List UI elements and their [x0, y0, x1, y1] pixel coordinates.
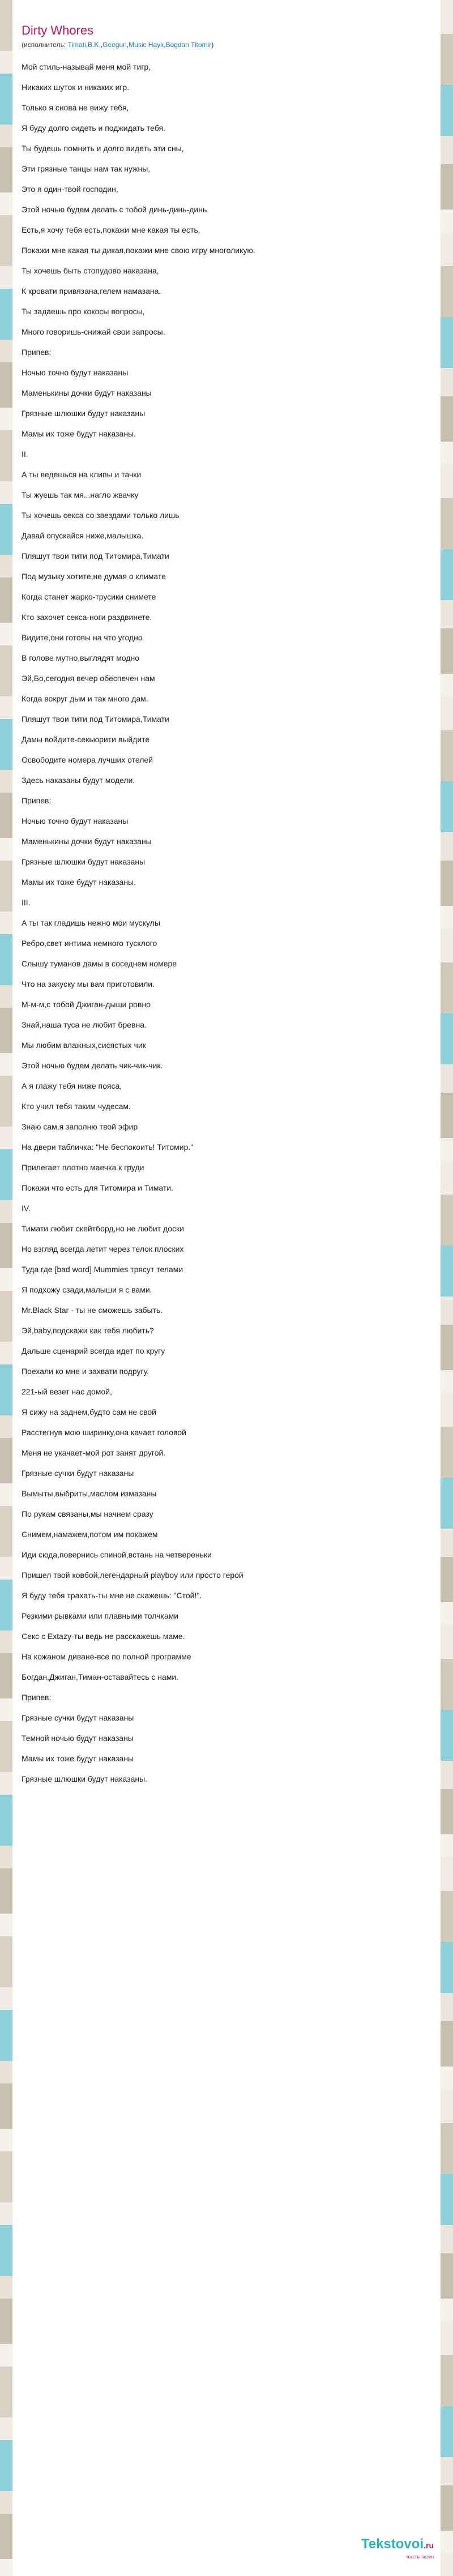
lyrics-line: Я сижу на заднем,будто сам не свой: [22, 1407, 156, 1417]
lyrics-line: Когда станет жарко-трусики снимете: [22, 592, 156, 601]
lyrics-line: Грязные шлюшки будут наказаны: [22, 857, 146, 866]
lyrics-line: Покажи что есть для Титомира и Тимати.: [22, 1183, 173, 1192]
lyrics-line: М-м-м,с тобой Джиган-дыши ровно: [22, 1000, 151, 1009]
lyrics-line: Но взгляд всегда летит через телок плоских: [22, 1244, 184, 1253]
lyrics-line: Туда где [bad word] Mummies трясут телами: [22, 1265, 183, 1274]
lyrics-line: Дамы войдите-секьюрити выйдите: [22, 735, 150, 744]
lyrics-line: Ночью точно будут наказаны: [22, 368, 129, 377]
lyrics-line: Видите,они готовы на что угодно: [22, 633, 143, 642]
lyrics-line: Под музыку хотите,не думая о климате: [22, 572, 166, 581]
performer-separator: ,: [86, 41, 88, 49]
lyrics-line: Этой ночью будем делать с тобой динь-динь-динь.: [22, 205, 210, 214]
lyrics-line: Мой стиль-называй меня мой тигр,: [22, 62, 151, 71]
lyrics-line: Меня не укачает-мой рот занят другой.: [22, 1448, 166, 1457]
lyrics-line: Грязные сучки будут наказаны: [22, 1469, 134, 1478]
performer-link[interactable]: B.K.: [88, 41, 101, 49]
logo-wordmark: [343, 2536, 434, 2553]
lyrics-line: Маменькины дочки будут наказаны: [22, 837, 152, 846]
lyrics-section-heading: III.: [22, 898, 31, 907]
lyrics-line: Я буду долго сидеть и поджидать тебя.: [22, 123, 165, 132]
lyrics-line: Вымыты,выбриты,маслом измазаны: [22, 1489, 157, 1498]
lyrics-line: Пришел твой ковбой,легендарный playboy или просто герой: [22, 1571, 243, 1580]
lyrics-line: Резкими рывками или плавными толчками: [22, 1611, 179, 1620]
right-decorative-stripe: [441, 0, 453, 2576]
lyrics-line: Это я один-твой господин,: [22, 185, 118, 194]
performer-links: [68, 41, 212, 49]
logo-name: Tekstovoi: [361, 2536, 424, 2552]
lyrics-line: Покажи мне какая ты дикая,покажи мне свою игру многоликую.: [22, 246, 255, 255]
lyrics-line: Маменькины дочки будут наказаны: [22, 388, 152, 397]
lyrics-line: Много говоришь-снижай свои запросы.: [22, 327, 165, 336]
lyrics-section-heading: Припев:: [22, 796, 52, 805]
lyrics-line: Пляшут твои тити под Титомира,Тимати: [22, 551, 169, 560]
lyrics-line: Грязные шлюшки будут наказаны.: [22, 1774, 148, 1783]
lyrics-line: Богдан,Джиган,Тиман-оставайтесь с нами.: [22, 1672, 179, 1681]
left-decorative-stripe: [0, 0, 12, 2576]
lyrics-line: Ты жуешь так мя...нагло жвачку: [22, 490, 139, 499]
site-logo[interactable]: [343, 2536, 434, 2562]
song-container: [22, 23, 429, 1789]
lyrics-section-heading: Припев:: [22, 1693, 52, 1702]
lyrics-line: Ты хочешь секса со звездами только лишь: [22, 511, 180, 520]
performers-line: [22, 41, 429, 49]
lyrics-line: Здесь наказаны будут модели.: [22, 776, 135, 785]
performers-suffix: ): [211, 41, 214, 49]
lyrics-line: Снимем,намажем,потом им покажем: [22, 1530, 158, 1539]
lyrics-line: Мамы их тоже будут наказаны: [22, 1754, 134, 1763]
lyrics-body: [22, 57, 429, 1789]
lyrics-line: На кожаном диване-все по полной программе: [22, 1652, 191, 1661]
lyrics-line: Прилегает плотно маечка к груди: [22, 1163, 144, 1172]
lyrics-line: Грязные сучки будут наказаны: [22, 1713, 134, 1722]
lyrics-line: Ребро,свет интима немного тусклого: [22, 939, 157, 948]
lyrics-line: Есть,я хочу тебя есть,покажи мне какая ты есть,: [22, 225, 200, 234]
lyrics-line: Ночью точно будут наказаны: [22, 816, 129, 825]
lyrics-line: А я глажу тебя ниже пояса,: [22, 1081, 122, 1090]
lyrics-line: Освободите номера лучших отелей: [22, 755, 153, 764]
lyrics-line: Никаких шуток и никаких игр.: [22, 83, 130, 92]
lyrics-line: По рукам связаны,мы начнем сразу: [22, 1509, 153, 1518]
lyrics-line: Знаю сам,я заполню твой эфир: [22, 1122, 138, 1131]
logo-tagline: тексты песен: [406, 2554, 434, 2560]
lyrics-line: Ты хочешь быть стопудово наказана,: [22, 266, 159, 275]
song-title: Dirty Whores: [22, 23, 94, 37]
lyrics-line: Mr.Black Star - ты не сможешь забыть.: [22, 1306, 163, 1315]
lyrics-line: Слышу туманов дамы в соседнем номере: [22, 959, 177, 968]
lyrics-line: Эти грязные танцы нам так нужны,: [22, 164, 151, 173]
lyrics-line: Эй,baby,подскажи как тебя любить?: [22, 1326, 154, 1335]
lyrics-line: Когда вокруг дым и так много дам.: [22, 694, 148, 703]
performer-link[interactable]: Bogdan Titomir: [165, 41, 212, 49]
lyrics-line: Грязные шлюшки будут наказаны: [22, 409, 146, 418]
lyrics-line: Этой ночью будем делать чик-чик-чик.: [22, 1061, 163, 1070]
performers-prefix: (исполнитель:: [22, 41, 68, 49]
lyrics-line: Секс с Extazy-ты ведь не расскажешь маме.: [22, 1632, 185, 1641]
lyrics-line: Мы любим влажных,сисястых чик: [22, 1041, 146, 1050]
performer-link[interactable]: Timati: [67, 41, 86, 49]
performer-separator: ,: [100, 41, 103, 49]
lyrics-line: На двери табличка: "Не беспокоить! Титомир.": [22, 1142, 194, 1152]
logo-tld: .ru: [424, 2541, 434, 2550]
lyrics-line: Давай опускайся ниже,малышка.: [22, 531, 144, 540]
lyrics-line: Кто захочет секса-ноги раздвинете.: [22, 613, 152, 622]
lyrics-line: А ты ведешься на клипы и тачки: [22, 470, 142, 479]
lyrics-line: Пляшут твои тити под Титомира,Тимати: [22, 714, 169, 724]
performer-link[interactable]: Music Hayk: [129, 41, 164, 49]
lyrics-line: Иди сюда,повернись спиной,встань на четвереньки: [22, 1550, 212, 1559]
performer-separator: ,: [126, 41, 129, 49]
lyrics-line: Ты будешь помнить и долго видеть эти сны,: [22, 144, 184, 153]
lyrics-line: К кровати привязана,гелем намазана.: [22, 286, 161, 296]
performer-link[interactable]: Geegun: [102, 41, 127, 49]
lyrics-line: В голове мутно,выглядят модно: [22, 653, 140, 662]
lyrics-line: Поехали ко мне и захвати подругу.: [22, 1367, 149, 1376]
lyrics-line: Дальше сценарий всегда идет по кругу: [22, 1346, 165, 1355]
lyrics-section-heading: Припев:: [22, 348, 52, 357]
lyrics-line: Знай,наша туса не любит бревна.: [22, 1020, 147, 1029]
lyrics-section-heading: II.: [22, 450, 28, 459]
lyrics-line: Тимати любит скейтборд,но не любит доски: [22, 1224, 184, 1233]
lyrics-line: Я подхожу сзади,малыши я с вами.: [22, 1285, 152, 1294]
performer-separator: ,: [164, 41, 166, 49]
lyrics-line: Расстегнув мою ширинку,она качает головой: [22, 1428, 186, 1437]
lyrics-line: Эй,Бо,сегодня вечер обеспечен нам: [22, 674, 155, 683]
lyrics-section-heading: IV.: [22, 1204, 31, 1213]
lyrics-line: Я буду тебя трахать-ты мне не скажешь: "Стой!".: [22, 1591, 202, 1600]
lyrics-line: Мамы их тоже будут наказаны.: [22, 429, 136, 438]
lyrics-line: Мамы их тоже будут наказаны.: [22, 878, 136, 887]
lyrics-line: Темной ночью будут наказаны: [22, 1734, 134, 1743]
lyrics-line: Только я снова не вижу тебя,: [22, 103, 129, 112]
lyrics-line: 221-ый везет нас домой,: [22, 1387, 112, 1396]
lyrics-line: Ты задаешь про кокосы вопросы,: [22, 307, 145, 316]
lyrics-line: Кто учил тебя таким чудесам.: [22, 1102, 131, 1111]
lyrics-line: Что на закуску мы вам приготовили.: [22, 979, 155, 989]
lyrics-line: А ты так гладишь нежно мои мускулы: [22, 918, 160, 927]
